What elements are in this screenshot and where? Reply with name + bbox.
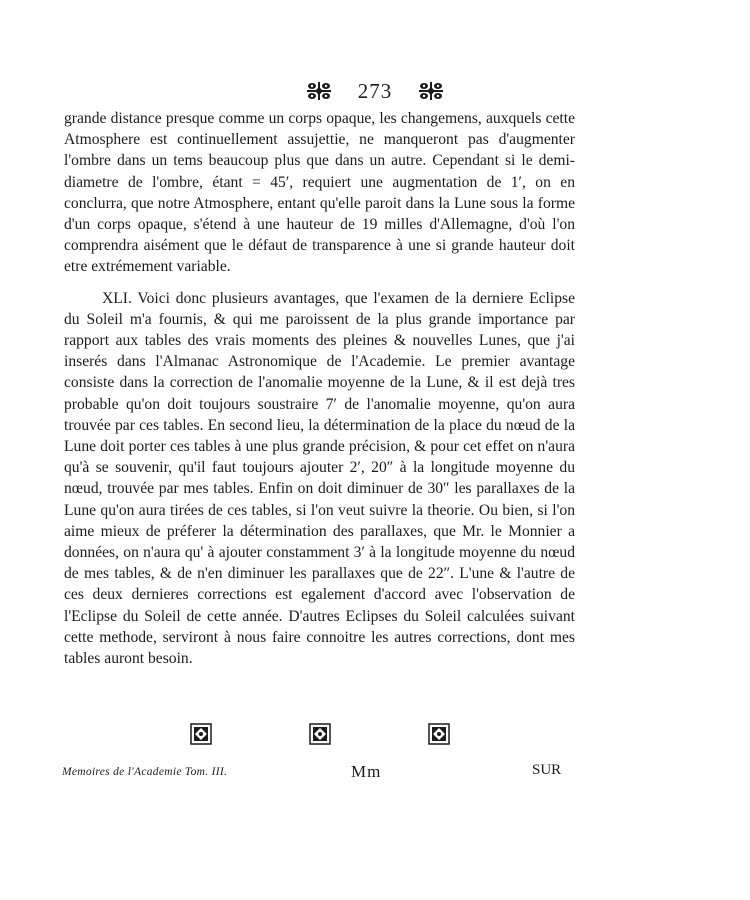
ornament-row xyxy=(190,722,450,746)
page-footer xyxy=(62,762,572,786)
page-number: 273 xyxy=(357,78,393,103)
page-header xyxy=(0,76,750,106)
body-text xyxy=(64,108,575,669)
running-footer-title: Memoires de l'Academie Tom. III. xyxy=(62,766,228,778)
fleuron-icon xyxy=(306,81,332,101)
paragraph-xli: XLI. Voici donc plusieurs avantages, que l'examen de la derniere Eclipse du Soleil m'a fournis, & qui me paroissent de la plus grande importance par rapport aux tables des vrais moments des pleines & nouvelles Lunes, que j'ai inserés dans l'Almanac Astronomique de l'Academie. Le premier avantage consiste dans la correction de l'anomalie moyenne de la Lune, & il est dejà tres probable qu'on doit toujours soustraire 7′ de l'anomalie moyenne, qu'on aura trouvée par ces tables. En second lieu, la détermination de la place du nœud de la Lune doit porter ces tables à une plus grande précision, & pour cet effet on n'aura qu'à se souvenir, qu'il faut toujours ajouter 2′, 20″ à la longitude moyenne du nœud, trouvée par mes tables. Enfin on doit diminuer de 30″ les parallaxes de la Lune qu'on aura tirées de ces tables, si l'on veut suivre la theorie. Ou bien, si l'on aime mieux de préferer la détermination des parallaxes, que Mr. le Monnier a données, on n'aura qu' à ajouter constamment 3′ à la longitude moyenne du nœud de mes tables, & de n'en diminuer les parallaxes que de 22″. L'une & l'autre de ces deux dernieres corrections est egalement d'accord avec l'observation de l'Eclipse du Soleil de cette année. D'autres Eclipses du Soleil calculées suivant cette methode, serviront à nous faire connoitre les autres corrections, dont mes tables auront besoin. xyxy=(64,289,575,668)
fleuron-icon xyxy=(418,81,444,101)
square-ornament-icon xyxy=(309,723,331,745)
paragraph-continued: grande distance presque comme un corps opaque, les changemens, auxquels cette Atmosphere est continuellement assujettie, ne manqueront pas d'augmenter l'ombre dans un tems beaucoup plus que dans un autre. Cependant si le demi-diametre de l'ombre, étant = 45′, requiert une augmentation de 1′, on en conclurra, que notre Atmosphere, entant qu'elle paroit dans la Lune sous la forme d'un corps opaque, s'étend à une hauteur de 19 milles d'Allemagne, d'où l'on comprendra aisément que le défaut de transparence à une si grande hauteur doit etre extrémement variable. xyxy=(64,110,575,276)
signature-mark: Mm xyxy=(351,762,382,781)
square-ornament-icon xyxy=(428,723,450,745)
catchword: SUR xyxy=(532,762,562,778)
square-ornament-icon xyxy=(190,723,212,745)
